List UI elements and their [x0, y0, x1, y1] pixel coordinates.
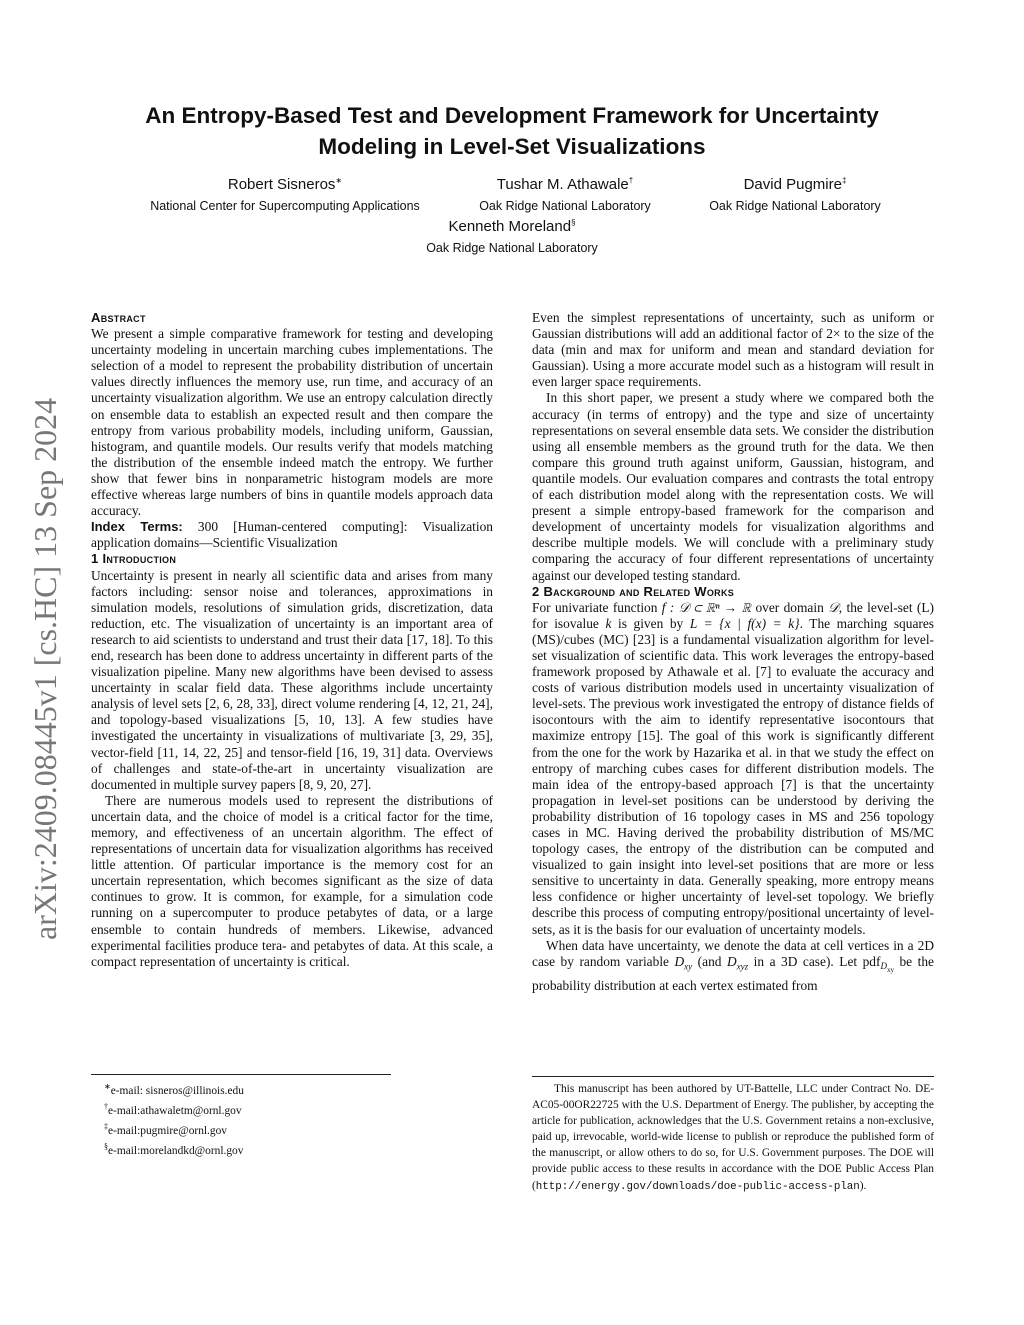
math-domain: 𝒟 [828, 599, 839, 615]
background-heading: 2 Background and Related Works [532, 583, 735, 599]
math-levelset: L = {x | f(x) = k} [689, 615, 800, 631]
background-paragraph-1: For univariate function f : 𝒟 ⊂ ℝⁿ → ℝ over domain 𝒟, the level-set (L) for isovalue k is given by L = {x | f(x) = k}. The marching squares (MS)/cubes (MC) [23] is a fundamental visualization algorithm for level-set visualization of scientific data. This work leverages the entropy-based framework proposed by Athawale et al. [7] to evaluate the accuracy and costs of various distribution models used in uncertainty visualization of level-sets. The previous work investigated the entropy of distance fields of isocontours with the aim to identify representative isocontours that maximize entropy [15]. The goal of this work is significantly different from the one for the work by Hazarika et al. in that we study the effect on entropy of marching cubes cases for different distribution models. The main idea of the entropy-based approach [7] is that the uncertainty propagation in level-set positions can be understood by deriving the probability distribution of 16 topology cases in MS and 256 topology cases in MC. Having derived the probability distribution of MS/MC topology cases, the entropy of the distribution can be computed and visualized to gain insight into level-set positions that are more or less sensitive to uncertainty in data. Generally speaking, more entropy means less confidence or higher uncertainty of level-set topology. We briefly describe this process of computing entropy/positional uncertainty of level-sets, as it is the basis for our evaluation of uncertainty models. [532, 599, 934, 937]
author-1: Robert Sisneros∗ [227, 176, 343, 193]
arxiv-identifier: arXiv:2409.08445v1 [cs.HC] 13 Sep 2024 [27, 397, 63, 940]
intro-paragraph-2: There are numerous models used to represent the distributions of uncertain data, and the choice of model is a critical factor for the time, memory, and effectiveness of an uncertain algorithm. The effect of representations of uncertain data for visualization algorithms has received little attention. Of particular importance is the memory cost for an uncertain representation, which becomes significant as the size of data continues to grow. It is common, for example, for a simulation code running on a supercomputer to produce petabytes of data, or a large ensemble to contain hundreds of members. Likewise, advanced experimental facilities produce tera- and petabytes of data. At this scale, a compact representation of uncertainty is critical. [91, 792, 493, 969]
footnote-email-3: ‡e-mail:pugmire@ornl.gov [104, 1121, 227, 1137]
index-terms [91, 519, 493, 551]
copyright-notice: This manuscript has been authored by UT-Battelle, LLC under Contract No. DE-AC05-00OR22725 with the U.S. Department of Energy. The publisher, by accepting the article for publication, acknowledges that the U.S. Government retains a non-exclusive, paid up, irrevocable, world-wide license to publish or reproduce the published form of the manuscript, or allow others to do so, for U.S. Government purposes. The DOE will provide public access to these results in accordance with the DOE Public Access Plan (http://energy.gov/downloads/doe-public-access-plan). [532, 1083, 934, 1193]
left-column [91, 310, 493, 970]
author-4: Kenneth Moreland§ [448, 218, 576, 235]
author-2-affiliation: Oak Ridge National Laboratory [479, 199, 651, 213]
footnote-email-4: §e-mail:morelandkd@ornl.gov [104, 1141, 244, 1157]
author-2: Tushar M. Athawale† [496, 176, 634, 193]
background-paragraph-2: When data have uncertainty, we denote the data at cell vertices in a 2D case by random variable $D_{xy}$ (and $D_{xyz}$ in a 3D case). Let pdf$_{D_{xy}}$ be the probability distribution at each vertex estimated from [532, 937, 934, 994]
math-pdf-subscript: Dxy [880, 961, 894, 975]
abstract-text: We present a simple comparative framework for testing and developing uncertainty modeling in uncertain marching cubes implementations. The selection of a model to represent the probability distribution of uncertain values directly influences the memory use, run time, and accuracy of an uncertainty visualization algorithm. We use an entropy calculation directly on ensemble data to establish an expected result and then compare the entropy from various probability models, including uniform, Gaussian, histogram, and quantile models. Our results verify that models matching the distribution of the ensemble indeed match the entropy. We further show that fewer bins in nonparametric histogram models are more effective whereas large numbers of bins in quantile models approach data accuracy. [91, 326, 493, 519]
math-function-domain: f : 𝒟 ⊂ ℝⁿ → ℝ [661, 599, 752, 615]
copyright-rule [532, 1076, 934, 1077]
intro-paragraph-1: Uncertainty is present in nearly all scientific data and arises from many factors including: sensor noise and tolerances, approximations in simulation models, resolutions of simulation grids, discretization, data reduction, etc. The visualization of uncertainty is an important area of research to aid scientists to understand and trust their data [17, 18]. To this end, research has been done to address uncertainty in different parts of the visualization pipeline. Many new algorithms have been devised to assess uncertainty in scalar field data. These algorithms include uncertainty analysis of level sets [2, 6, 28, 33], direct volume rendering [4, 12, 21, 24], and topology-based visualizations [5, 10, 13]. A few studies have investigated the uncertainty in visualizations of multivariate [3, 29, 35], vector-field [11, 14, 22, 25] and tensor-field [16, 19, 31] data. Overviews of challenges and state-of-the-art in uncertainty visualization are documented in multiple survey papers [8, 9, 20, 27]. [91, 567, 493, 792]
math-isovalue: k [605, 615, 612, 631]
footnote-email-1: ∗e-mail: sisneros@illinois.edu [104, 1082, 244, 1097]
index-terms-label: Index Terms: [91, 519, 183, 535]
author-3-affiliation: Oak Ridge National Laboratory [709, 199, 881, 213]
footnote-email-2: †e-mail:athawaletm@ornl.gov [104, 1101, 242, 1117]
footnote-rule [91, 1074, 391, 1075]
paper-title [90, 100, 934, 162]
author-1-affiliation: National Center for Supercomputing Applications [150, 199, 420, 213]
author-emails [104, 1079, 484, 1159]
math-dxyz: $D_{xyz}$ [726, 953, 749, 972]
math-dxy: $D_{xy}$ [674, 953, 693, 972]
abstract-heading: Abstract [91, 310, 146, 325]
title-line-1: An Entropy-Based Test and Development Framework for Uncertainty [145, 103, 879, 128]
author-3: David Pugmire‡ [743, 176, 847, 193]
doe-access-plan-link[interactable]: http://energy.gov/downloads/doe-public-access-plan [535, 1180, 860, 1193]
intro-heading: 1 Introduction [91, 551, 177, 567]
title-line-2: Modeling in Level-Set Visualizations [318, 134, 706, 159]
intro-paragraph-4: In this short paper, we present a study where we compared both the accuracy (in terms of entropy) and the type and size of uncertainty representations on several ensemble data sets. We consider the distribution using all ensemble members as the ground truth for the data. We then compare this ground truth against uniform, Gaussian, histogram, and quantile models. Our evaluation compares and contrasts the total entropy of each distribution model along with the representation costs. We will present a simple entropy-based framework for the comparison and development of uncertainty models for visualization algorithms and describe multiple models. We will conclude with a preliminary study comparing the accuracy of four different representations of uncertainty against our developed testing standard. [532, 390, 934, 583]
intro-paragraph-3: Even the simplest representations of uncertainty, such as uniform or Gaussian distributions will add an additional factor of 2× to the size of the data (min and max for uniform and mean and standard deviation for Gaussian). Using a more accurate model such as a histogram will result in even larger space requirements. [532, 310, 934, 390]
right-column [532, 310, 934, 994]
author-4-affiliation: Oak Ridge National Laboratory [426, 241, 598, 255]
index-terms-text: 300 [Human-centered computing]: Visualization application domains—Scientific Visualization [91, 519, 493, 551]
